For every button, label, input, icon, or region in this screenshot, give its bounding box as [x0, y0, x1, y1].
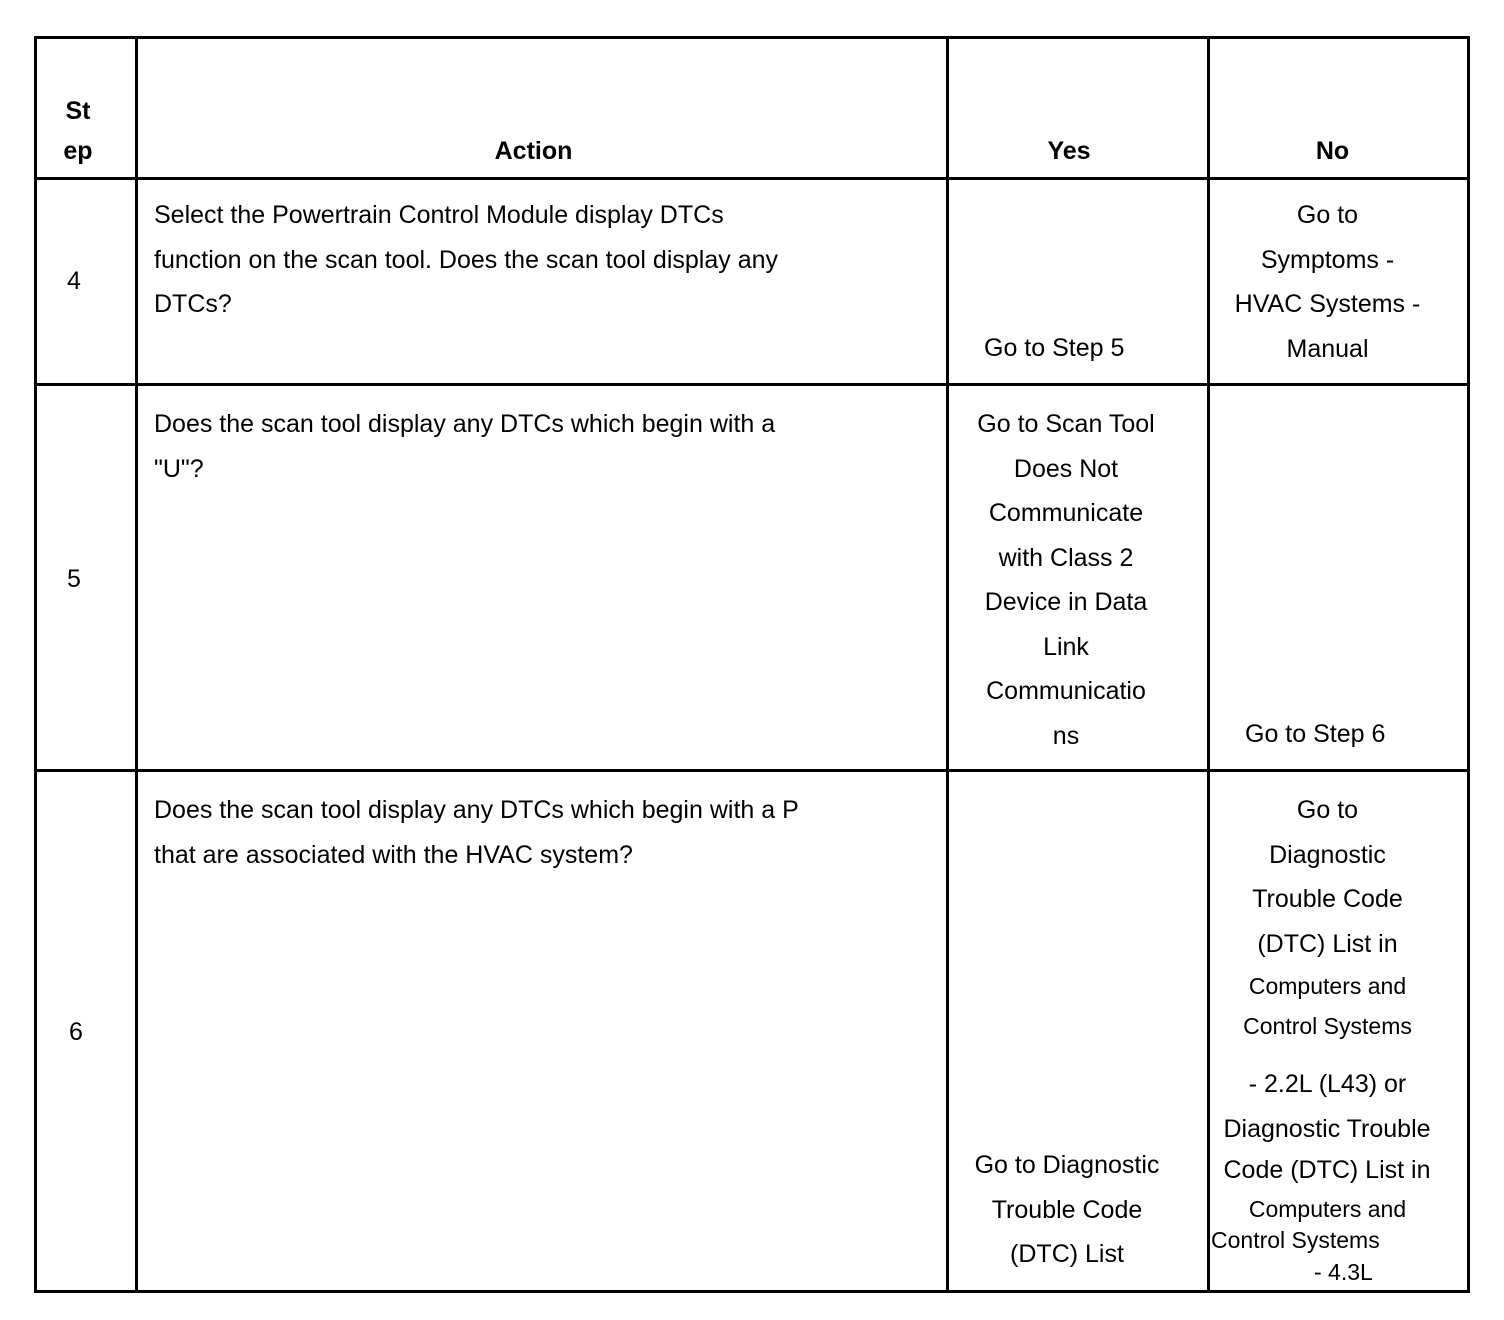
- action-line: Does the scan tool display any DTCs which begin with a: [154, 410, 776, 438]
- table-border-top: [34, 36, 1470, 39]
- table-border-left: [34, 36, 37, 1293]
- no-line: Symptoms -: [1260, 245, 1395, 274]
- action-text: [154, 402, 775, 491]
- column-divider: [946, 36, 949, 1293]
- action-line: Does the scan tool display any DTCs which begin with a P: [154, 796, 799, 824]
- header-yes-label: Yes: [1047, 137, 1091, 165]
- header-action-label: Action: [494, 137, 573, 165]
- diagnostic-table: [34, 36, 1470, 1293]
- no-line: Computers and: [1248, 973, 1407, 999]
- no-line: Diagnostic Trouble: [1223, 1114, 1431, 1143]
- no-line: Code (DTC) List in: [1223, 1156, 1431, 1184]
- no-link-tail[interactable]: [1211, 1224, 1380, 1288]
- no-line: Diagnostic: [1269, 840, 1386, 869]
- no-line: Computers and: [1248, 1196, 1407, 1222]
- header-step-line: St: [65, 97, 91, 125]
- header-step-line: ep: [63, 137, 93, 165]
- step-number: 4: [67, 267, 81, 295]
- no-link[interactable]: [1210, 788, 1445, 1229]
- yes-line: Communicate: [988, 499, 1144, 527]
- yes-line: Device in Data: [984, 588, 1148, 616]
- no-link[interactable]: [1210, 193, 1445, 371]
- yes-line: Communicatio: [986, 677, 1146, 705]
- row-divider: [34, 769, 1470, 772]
- table-border-right: [1467, 36, 1470, 1293]
- action-line: Select the Powertrain Control Module display DTCs: [154, 201, 724, 229]
- no-line: Manual: [1286, 334, 1369, 363]
- step-number: 5: [67, 565, 81, 593]
- step-number: 6: [69, 1018, 83, 1046]
- yes-line: with Class 2: [998, 543, 1134, 572]
- yes-line: Does Not: [1013, 454, 1119, 483]
- header-divider: [34, 177, 1470, 180]
- yes-link[interactable]: [984, 326, 1124, 371]
- header-action: [138, 129, 929, 174]
- action-line: "U"?: [154, 454, 204, 483]
- header-no: [1210, 129, 1455, 174]
- header-no-label: No: [1315, 137, 1350, 165]
- action-text: [154, 193, 778, 327]
- no-line: (DTC) List in: [1257, 929, 1398, 958]
- no-line: - 2.2L (L43) or: [1248, 1070, 1407, 1098]
- yes-line: Go to Scan Tool: [977, 410, 1155, 438]
- no-line: Trouble Code: [1252, 885, 1403, 913]
- action-line: DTCs?: [154, 290, 232, 318]
- header-yes: [949, 129, 1189, 174]
- no-line: Go to Step 6: [1245, 720, 1386, 748]
- yes-link[interactable]: [954, 1143, 1180, 1277]
- yes-line: Go to Step 5: [984, 334, 1125, 362]
- yes-line: Link: [1043, 632, 1089, 661]
- no-line: Go to: [1296, 201, 1359, 229]
- row-divider: [34, 383, 1470, 386]
- no-line: HVAC Systems -: [1234, 290, 1421, 318]
- table-border-bottom: [34, 1290, 1470, 1293]
- yes-line: Trouble Code: [991, 1195, 1143, 1224]
- no-line: Go to: [1296, 796, 1359, 824]
- no-link[interactable]: [1245, 712, 1385, 757]
- no-line: Control Systems: [1211, 1227, 1380, 1253]
- yes-line: ns: [1052, 721, 1080, 750]
- action-line: function on the scan tool. Does the scan tool display any: [154, 245, 778, 274]
- yes-line: Go to Diagnostic: [974, 1151, 1160, 1179]
- column-divider: [135, 36, 138, 1293]
- yes-link[interactable]: [954, 402, 1178, 758]
- no-line: Control Systems: [1243, 1013, 1412, 1039]
- yes-line: (DTC) List: [1010, 1240, 1124, 1268]
- header-step: [38, 91, 118, 171]
- action-text: [154, 788, 799, 877]
- no-line: - 4.3L: [1314, 1259, 1373, 1285]
- action-line: that are associated with the HVAC system?: [154, 840, 633, 869]
